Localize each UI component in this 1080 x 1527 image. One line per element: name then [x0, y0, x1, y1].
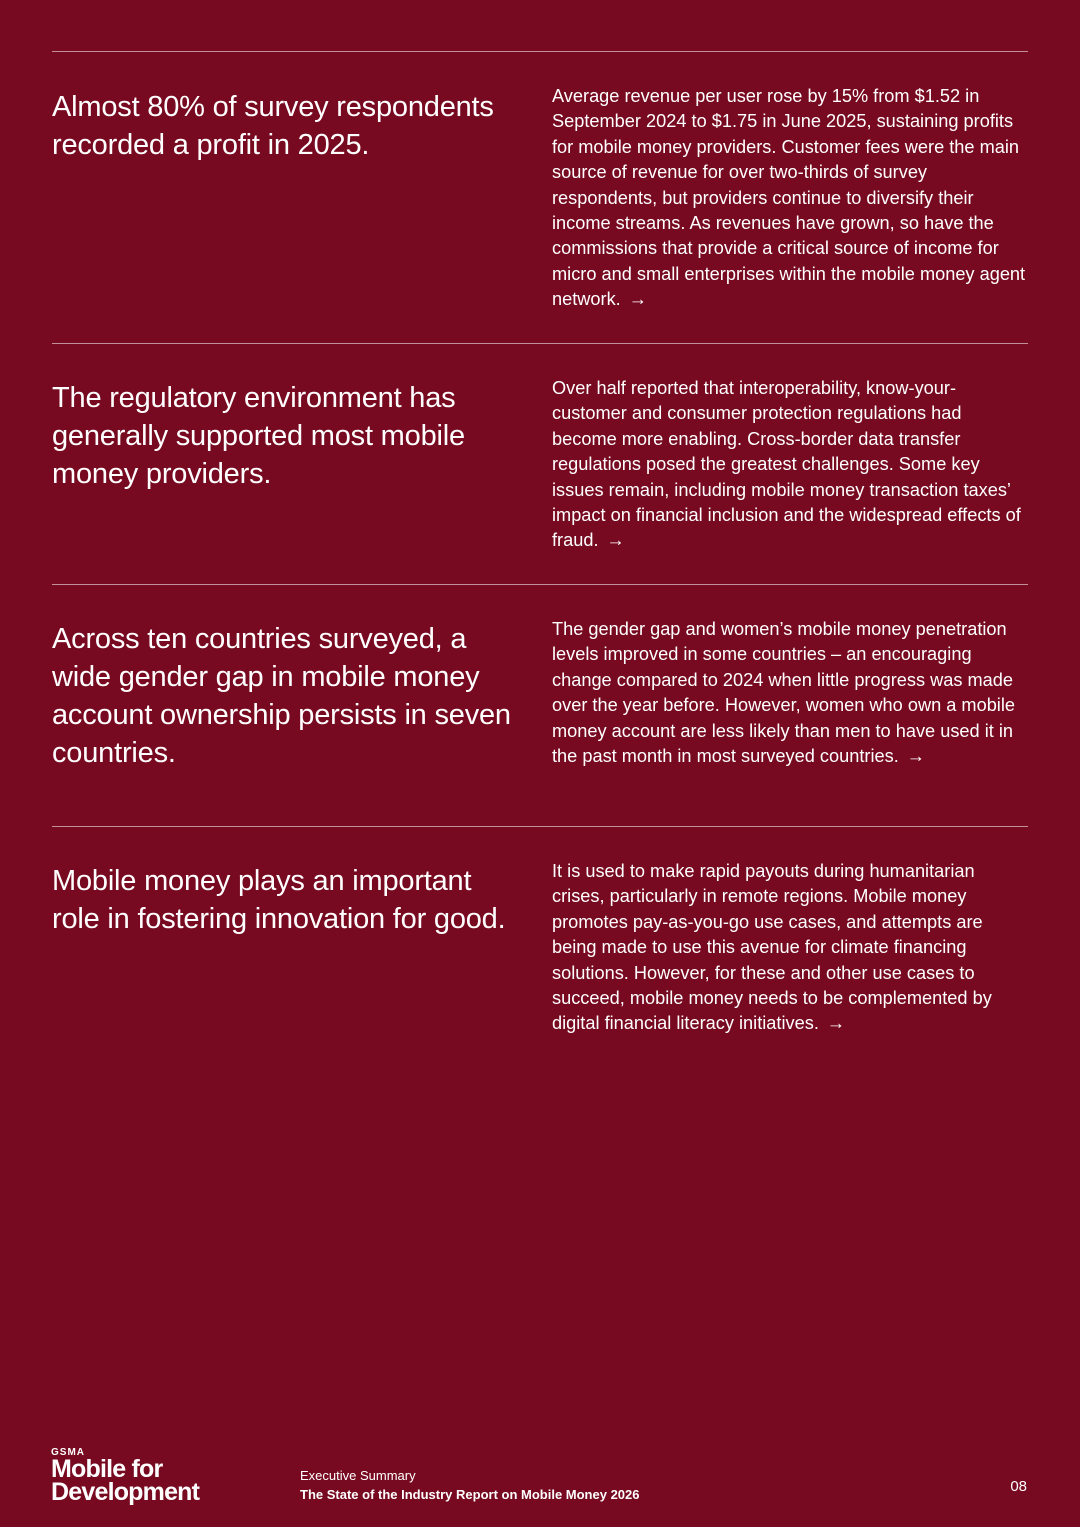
section-body-text: It is used to make rapid payouts during humanitarian crises, particularly in remote regions. Mobile money promotes pay-as-you-go use cases, and attempts are being made to use this avenue for climate financing solutions. However, for these and other use cases to succeed, mobile money needs to be complemented by digital financial literacy initiatives. [552, 861, 992, 1034]
footer-report-title: The State of the Industry Report on Mobile Money 2026 [300, 1487, 640, 1502]
summary-section-innovation [52, 826, 1028, 1034]
arrow-right-icon[interactable]: → [826, 1013, 846, 1034]
page-number: 08 [1010, 1478, 1027, 1495]
section-body [552, 859, 1030, 1037]
section-body-text: The gender gap and women’s mobile money penetration levels improved in some countries – an encouraging change compared to 2024 when little progress was made over the year before. However, women who own a mobile money account are less likely than men to have used it in the past month in most surveyed countries. [552, 619, 1016, 767]
logo-gsma-text: GSMA [51, 1447, 85, 1458]
summary-section-profit [52, 51, 1028, 310]
arrow-right-icon[interactable]: → [906, 746, 925, 767]
summary-section-gender-gap [52, 584, 1028, 769]
section-body-text: Over half reported that interoperability, know-your-customer and consumer protection regulations had become more enabling. Cross-border data transfer regulations posed the greatest challenges. Some key issues remain, including mobile money transaction taxes’ impact on financial inclusion and the widespread effects of fraud. [552, 378, 1021, 551]
section-headline: Mobile money plays an important role in fostering innovation for good. [52, 865, 506, 935]
section-headline: The regulatory environment has generally supported most mobile money providers. [52, 382, 465, 490]
gsma-mobile-for-development-logo [51, 1447, 199, 1504]
section-body [552, 376, 1030, 554]
section-body [552, 617, 1030, 769]
footer-info [300, 1466, 640, 1504]
section-headline: Almost 80% of survey respondents recorded a profit in 2025. [52, 91, 494, 161]
summary-section-regulation [52, 343, 1028, 551]
section-body [552, 84, 1030, 313]
arrow-right-icon[interactable]: → [606, 530, 625, 551]
footer-section-label: Executive Summary [300, 1468, 416, 1483]
section-body-text: Average revenue per user rose by 15% from $1.52 in September 2024 to $1.75 in June 2025, sustaining profits for mobile money providers. Customer fees were the main source of revenue for over two-thirds of survey respondents, but providers continue to diversify their income streams. As revenues have grown, so have the commissions that provide a critical source of income for micro and small enterprises within the mobile money agent network. [552, 86, 1026, 310]
logo-line-1: Mobile for [51, 1455, 163, 1483]
section-headline: Across ten countries surveyed, a wide gender gap in mobile money account ownership persists in seven countries. [52, 623, 511, 769]
arrow-right-icon[interactable]: → [628, 289, 647, 310]
logo-line-2: Development [51, 1478, 200, 1506]
